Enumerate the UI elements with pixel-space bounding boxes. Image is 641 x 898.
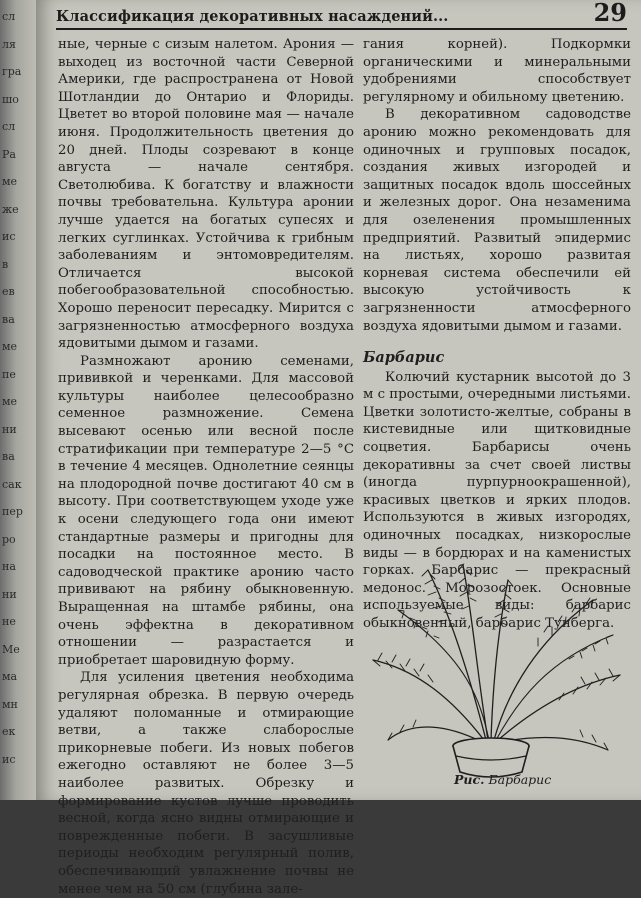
right-column	[363, 36, 631, 633]
previous-page-text-fragment: ев	[2, 285, 15, 298]
previous-page-text-fragment: ис	[2, 230, 16, 243]
paragraph: Колючий кустарник высотой до 3 м с простыми, очередными листьями. Цветки золотисто-желтые, собраны в кистевидные или щитковидные соцветия. Барбарисы очень декоративны за счет своей листвы (иногда пурпурноокрашенной), красивых цветков и ярких плодов. Используются в живых изгородях, одиночных посадках, низкорослые виды — в бордюрах и на каменистых горках. Барбарис — прекрасный медонос. Морозостоек. Основные используемые виды: барбарис обыкновенный, барбарис Тунберга.	[363, 369, 631, 631]
previous-page-text-fragment: мн	[2, 697, 18, 711]
caption-label: Рис.	[454, 772, 485, 787]
previous-page-text-fragment: гра	[2, 65, 22, 78]
previous-page-text-fragment: пер	[2, 505, 23, 518]
previous-page-text-fragment: ни	[2, 587, 17, 601]
previous-page-text-fragment: ме	[2, 395, 18, 408]
paragraph: Размножают аронию семенами, прививкой и черенками. Для массовой культуры наиболее целесообразно семенное размножение. Семена высевают осенью или весной после стратификации при температуре 2—5 °С в течение 4 месяцев. Однолетние сеянцы на плодородной почве достигают 40 см в высоту. При соответствующем уходе уже к осени следующего года они имеют стандартные размеры и пригодны для посадки на постоянное место. В садоводческой практике аронию часто прививают на рябину обыкновенную. Выращенная на штамбе рябины, она очень эффектна в декоративном отношении — разрастается и приобретает шаровидную форму.	[58, 353, 354, 668]
section-heading: Барбарис	[363, 349, 445, 367]
previous-page-text-fragment: ма	[2, 670, 18, 683]
running-title: Классификация декоративных насаждений...	[56, 8, 449, 25]
previous-page-text-fragment: ро	[2, 532, 16, 546]
paragraph: ные, черные с сизым налетом. Арония — выходец из восточной части Северной Америки, где распространена от Новой Шотландии до Онтарио и Флориды. Цветет во второй половине мая — начале июня. Продолжительность цветения до 20 дней. Плоды созревают в конце августа — начале сентября. Светолюбива. К богатству и влажности почвы требовательна. Культура аронии лучше удается на богатых супесях и легких суглинках. Устойчива к грибным заболеваниям и энтомовредителям. Отличается высокой побегообразовательной способностью. Хорошо переносит пересадку. Мирится с загрязненностью атмосферного воздуха ядовитыми дымом и газами.	[58, 37, 354, 352]
previous-page-text-fragment: ме	[2, 175, 18, 188]
previous-page-text-fragment: в	[2, 257, 9, 271]
previous-page-text-fragment: Ра	[2, 147, 16, 161]
left-column	[58, 36, 354, 898]
paragraph: В декоративном садоводстве аронию можно рекомендовать для одиночных и групповых посадок, создания живых изгородей и защитных посадок вдоль шоссейных и железных дорог. Она незаменима для озеленения промышленных предприятий. Развитый эпидермис на листьях, хорошо развитая корневая система обеспечили ей высокую устойчивость к загрязненности атмосферного воздуха ядовитыми дымом и газами.	[363, 107, 631, 334]
previous-page-text-fragment: сл	[2, 10, 16, 23]
paragraph: гания корней). Подкормки органическими и минеральными удобрениями способствует регулярному и обильному цветению.	[363, 37, 631, 105]
figure-caption	[454, 772, 551, 787]
page-number: 29	[593, 0, 627, 27]
previous-page-text-fragment: пе	[2, 367, 16, 381]
previous-page-text-fragment: же	[2, 202, 19, 216]
previous-page-text-fragment: ек	[2, 725, 16, 738]
previous-page-text-fragment: ни	[2, 422, 17, 436]
previous-page-text-fragment: Ме	[2, 642, 20, 656]
previous-page-text-fragment: ля	[2, 37, 16, 51]
previous-page-text-fragment: не	[2, 615, 16, 628]
previous-page-text-fragment: ва	[2, 450, 15, 463]
previous-page-text-fragment: шо	[2, 92, 19, 106]
running-header	[56, 2, 627, 30]
potted-barberry-illustration-icon	[358, 550, 628, 780]
paragraph: Для усиления цветения необходима регулярная обрезка. В первую очередь удаляют поломанные и отмирающие ветви, а также слаборослые прикорневые побеги. Из новых побегов ежегодно оставляют не более 3—5 наиболее развитых. Обрезку и формирование кустов лучше проводить весной, когда ясно видны отмирающие и поврежденные побеги. В засушливые периоды необходим регулярный полив, обеспечивающий увлажнение почвы не менее чем на 50 см (глубина зале-	[58, 670, 354, 897]
previous-page-text-fragment: сак	[2, 477, 22, 491]
book-page	[36, 0, 641, 897]
previous-page-text-fragment: сл	[2, 120, 16, 133]
previous-page-edge	[0, 0, 36, 800]
caption-text: Барбарис	[488, 772, 552, 787]
previous-page-text-fragment: ме	[2, 340, 18, 353]
previous-page-text-fragment: ва	[2, 312, 15, 326]
previous-page-text-fragment: на	[2, 560, 16, 573]
previous-page-text-fragment: ис	[2, 752, 16, 766]
